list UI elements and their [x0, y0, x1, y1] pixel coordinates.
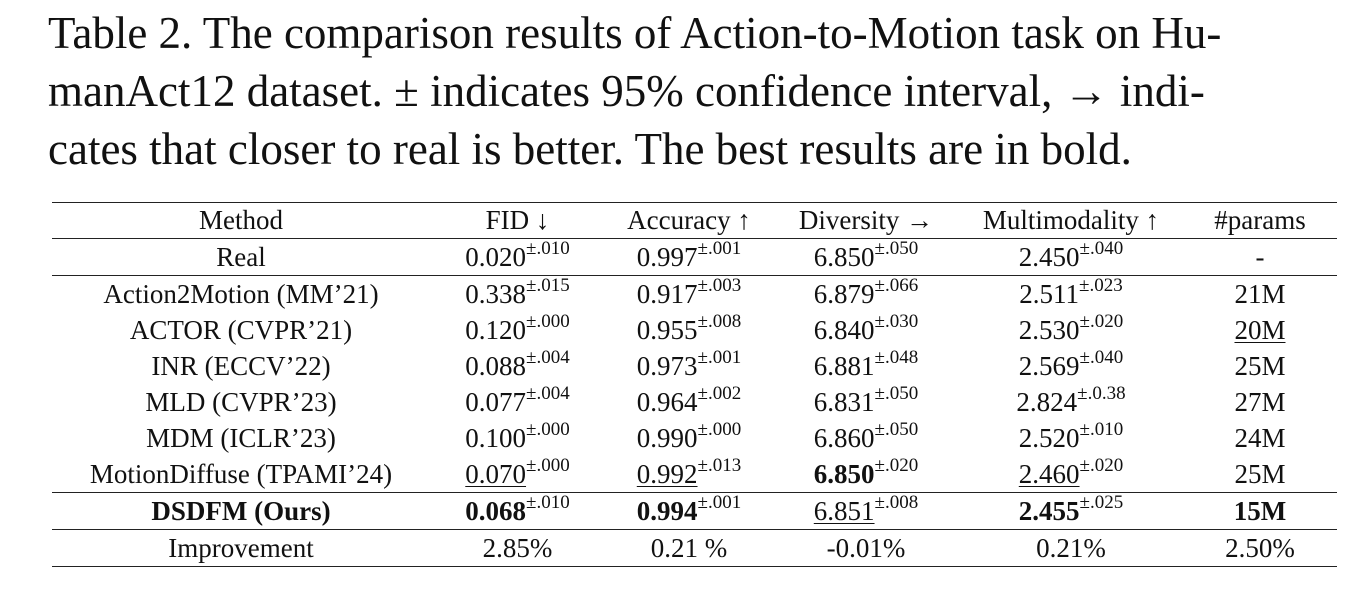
method-cell: Real [216, 241, 266, 272]
method-cell: INR (ECCV’22) [151, 350, 331, 381]
table-row [52, 384, 1337, 420]
fid-cell: $0.068^{\pm.010}$ [465, 491, 570, 526]
multimodality-cell: $2.455^{\pm.025}$ [1018, 491, 1124, 526]
header-accuracy: Accuracy ↑ [627, 205, 751, 235]
header-method: Method [199, 205, 283, 235]
method-cell: MotionDiffuse (TPAMI’24) [89, 458, 393, 489]
params-cell: 20M [1234, 314, 1286, 345]
table-row [52, 456, 1337, 493]
accuracy-cell: 0.21 % [650, 532, 728, 563]
method-cell: MDM (ICLR’23) [146, 422, 336, 453]
multimodality-cell: $2.511^{\pm.023}$ [1019, 274, 1123, 309]
params-cell: 24M [1234, 422, 1286, 453]
fid-cell: $0.100^{\pm.000}$ [465, 418, 570, 453]
fid-cell: $0.070^{\pm.000}$ [465, 454, 570, 489]
method-cell: ACTOR (CVPR’21) [129, 314, 353, 345]
diversity-cell: -0.01% [826, 532, 906, 563]
caption-line-1: Table 2. The comparison results of Action-to-Motion task on Hu- [48, 8, 1222, 58]
diversity-cell: $6.879^{\pm.066}$ [813, 274, 919, 309]
params-cell: 25M [1234, 350, 1286, 381]
accuracy-cell: $0.994^{\pm.001}$ [636, 491, 742, 526]
accuracy-cell: $0.955^{\pm.008}$ [636, 310, 742, 345]
table-row [52, 420, 1337, 456]
header-multimodality: Multimodality ↑ [982, 205, 1160, 235]
table-row [52, 276, 1337, 313]
multimodality-cell: $2.520^{\pm.010}$ [1018, 418, 1124, 453]
params-cell: 2.50% [1225, 532, 1295, 563]
header-fid: FID ↓ [485, 205, 550, 235]
table-row [52, 493, 1337, 530]
diversity-cell: $6.840^{\pm.030}$ [813, 310, 919, 345]
accuracy-cell: $0.990^{\pm.000}$ [636, 418, 742, 453]
diversity-cell: $6.860^{\pm.050}$ [813, 418, 919, 453]
accuracy-cell: $0.992^{\pm.013}$ [636, 454, 742, 489]
fid-cell: 2.85% [482, 532, 553, 563]
fid-cell: $0.020^{\pm.010}$ [465, 237, 570, 272]
caption-line-2: manAct12 dataset. ± indicates 95% confidence interval, → indi- [48, 66, 1205, 116]
fid-cell: $0.077^{\pm.004}$ [465, 382, 570, 417]
multimodality-cell: $2.460^{\pm.020}$ [1018, 454, 1124, 489]
accuracy-cell: $0.917^{\pm.003}$ [636, 274, 742, 309]
method-cell: DSDFM (Ours) [151, 495, 331, 526]
accuracy-cell: $0.997^{\pm.001}$ [636, 237, 742, 272]
params-cell: 27M [1234, 386, 1286, 417]
diversity-cell: $6.851^{\pm.008}$ [813, 491, 919, 526]
params-cell: - [1255, 241, 1265, 272]
fid-cell: $0.338^{\pm.015}$ [465, 274, 570, 309]
method-cell: MLD (CVPR’23) [145, 386, 337, 417]
method-cell: Action2Motion (MM’21) [103, 278, 379, 309]
diversity-cell: $6.831^{\pm.050}$ [813, 382, 919, 417]
accuracy-cell: $0.973^{\pm.001}$ [636, 346, 742, 381]
multimodality-cell: 0.21% [1036, 532, 1106, 563]
caption-line-3: cates that closer to real is better. The best results are in bold. [48, 124, 1132, 174]
table-row [52, 348, 1337, 384]
header-row [52, 203, 1337, 239]
params-cell: 25M [1234, 458, 1286, 489]
method-cell: Improvement [168, 532, 314, 563]
fid-cell: $0.120^{\pm.000}$ [465, 310, 570, 345]
table-row [52, 312, 1337, 348]
multimodality-cell: $2.824^{\pm.0.38}$ [1016, 382, 1126, 417]
params-cell: 15M [1233, 495, 1287, 526]
diversity-cell: $6.850^{\pm.020}$ [813, 454, 919, 489]
table-row [52, 239, 1337, 276]
header-params: #params [1214, 205, 1306, 235]
params-cell: 21M [1234, 278, 1286, 309]
multimodality-cell: $2.450^{\pm.040}$ [1018, 237, 1124, 272]
diversity-cell: $6.850^{\pm.050}$ [813, 237, 919, 272]
accuracy-cell: $0.964^{\pm.002}$ [636, 382, 742, 417]
diversity-cell: $6.881^{\pm.048}$ [813, 346, 919, 381]
results-table [52, 202, 1337, 567]
table-caption [48, 4, 1328, 178]
table-row [52, 530, 1337, 567]
header-diversity: Diversity → [798, 205, 934, 235]
multimodality-cell: $2.530^{\pm.020}$ [1018, 310, 1124, 345]
multimodality-cell: $2.569^{\pm.040}$ [1018, 346, 1124, 381]
fid-cell: $0.088^{\pm.004}$ [465, 346, 570, 381]
